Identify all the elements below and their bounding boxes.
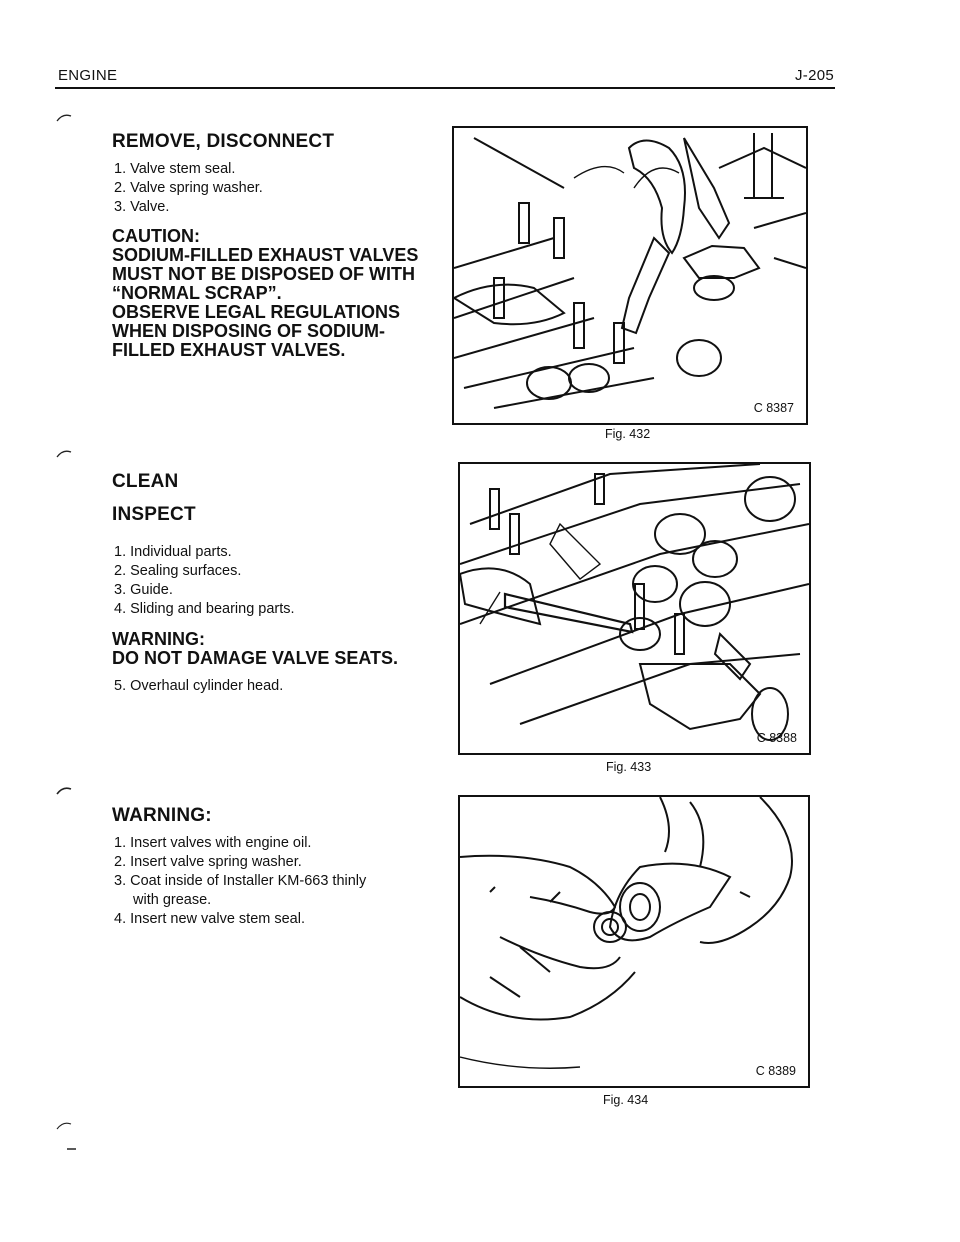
figure-432 [452, 126, 808, 425]
margin-mark [55, 448, 77, 458]
list-item: 1. Insert valves with engine oil. [114, 835, 312, 851]
margin-mark [55, 785, 77, 795]
figure-code: C 8389 [755, 1064, 796, 1078]
figure-433 [458, 462, 811, 755]
margin-mark [55, 112, 77, 122]
list-item: 2. Sealing surfaces. [114, 563, 242, 579]
caution-line: SODIUM-FILLED EXHAUST VALVES [112, 245, 419, 265]
section-heading-remove: REMOVE, DISCONNECT [112, 131, 335, 152]
list-item: 3. Guide. [114, 582, 173, 598]
caution-line: FILLED EXHAUST VALVES. [112, 340, 346, 360]
list-item: 3. Coat inside of Installer KM-663 thinly [114, 873, 367, 889]
figure-434 [458, 795, 810, 1088]
section-heading-clean: CLEAN [112, 471, 179, 492]
list-item: 2. Insert valve spring washer. [114, 854, 302, 870]
header-rule [55, 87, 835, 89]
warning-line: WARNING: [112, 629, 205, 649]
figure-caption: Fig. 434 [603, 1093, 649, 1107]
section-heading-warning: WARNING: [112, 805, 212, 826]
caution-line: MUST NOT BE DISPOSED OF WITH [112, 264, 416, 284]
warning-notice [112, 630, 398, 668]
valve-seal-installer-illustration [460, 797, 808, 1086]
list-item: 4. Sliding and bearing parts. [114, 601, 295, 617]
install-list [114, 834, 366, 929]
figure-caption: Fig. 432 [605, 427, 651, 441]
caution-line: CAUTION: [112, 226, 200, 246]
list-item: 4. Insert new valve stem seal. [114, 911, 305, 927]
caution-line: WHEN DISPOSING OF SODIUM- [112, 321, 386, 341]
list-item: 1. Individual parts. [114, 544, 232, 560]
cylinder-head-inspection-illustration [460, 464, 809, 753]
page-number: J-205 [795, 67, 835, 84]
list-item: 3. Valve. [114, 199, 170, 215]
caution-notice [112, 227, 418, 360]
section-heading-inspect: INSPECT [112, 504, 196, 525]
list-item: 1. Valve stem seal. [114, 161, 236, 177]
inspect-list [114, 543, 295, 619]
warning-line: DO NOT DAMAGE VALVE SEATS. [112, 648, 399, 668]
margin-mark [66, 1146, 78, 1152]
remove-list [114, 160, 263, 217]
caution-line: OBSERVE LEGAL REGULATIONS [112, 302, 401, 322]
list-item: 5. Overhaul cylinder head. [114, 678, 284, 694]
valve-removal-illustration [454, 128, 806, 423]
list-item: 2. Valve spring washer. [114, 180, 263, 196]
caution-line: “NORMAL SCRAP”. [112, 283, 282, 303]
overhaul-list [114, 677, 283, 696]
margin-mark [55, 1120, 77, 1130]
running-header-section: ENGINE [58, 67, 118, 84]
figure-code: C 8387 [753, 401, 794, 415]
figure-code: C 8388 [756, 731, 797, 745]
figure-caption: Fig. 433 [606, 760, 652, 774]
list-item: with grease. [133, 892, 212, 908]
